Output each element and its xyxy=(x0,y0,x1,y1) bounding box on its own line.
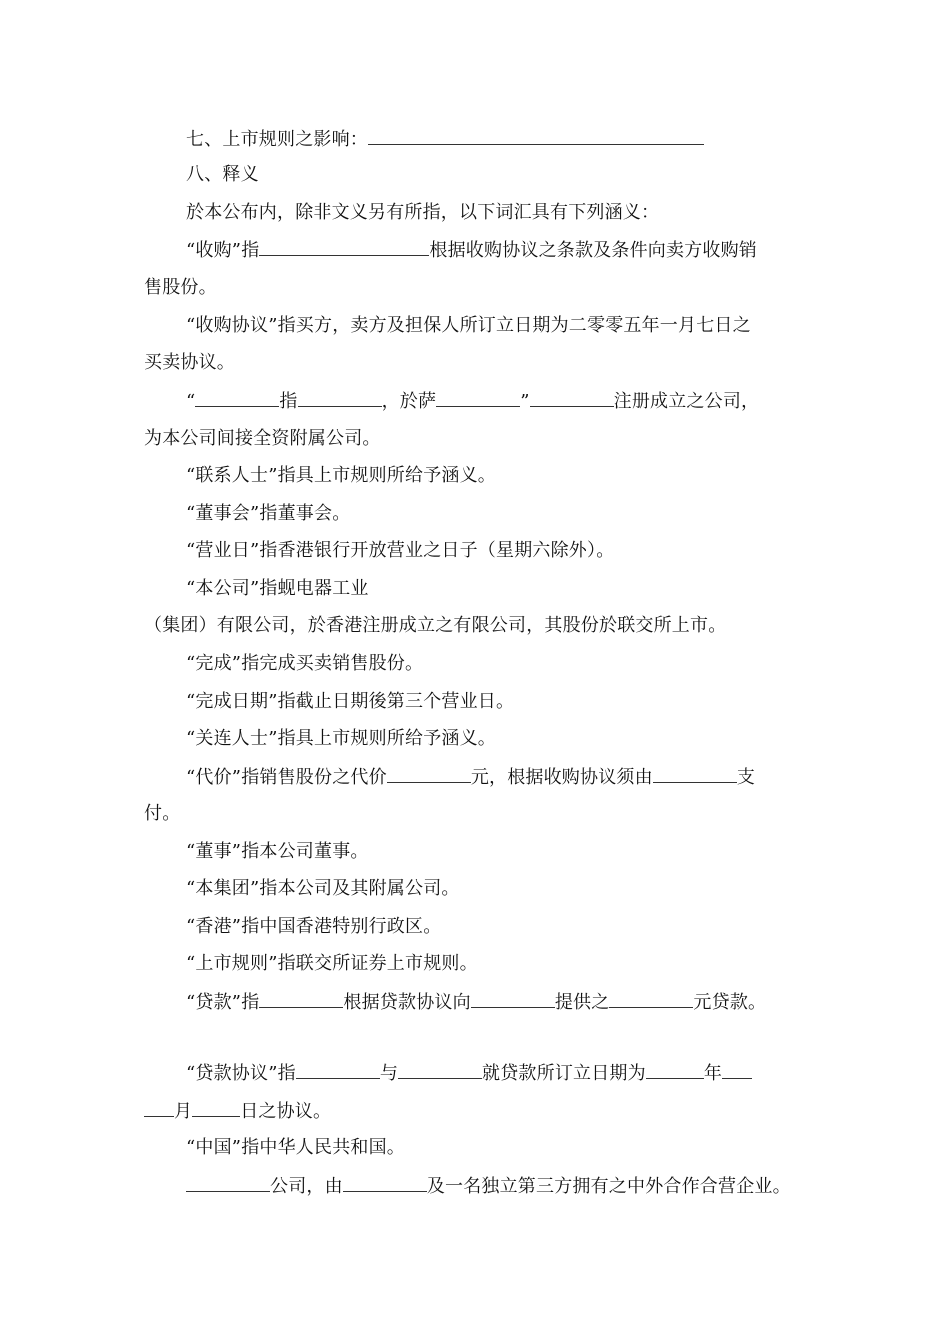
definition-text: 与 xyxy=(379,1063,399,1084)
blank-field xyxy=(296,1061,380,1079)
blank-field xyxy=(436,389,520,407)
definition-loan xyxy=(186,990,766,1015)
definition-loan-agreement xyxy=(186,1061,752,1086)
definition-associate: “联系人士”指具上市规则所给予涵义。 xyxy=(186,465,497,486)
definition-text: 年 xyxy=(703,1063,723,1084)
section-7-heading: 七、上市规则之影响： xyxy=(186,129,368,150)
definition-text: 日之协议。 xyxy=(240,1101,332,1122)
definition-jv-company xyxy=(186,1174,791,1199)
blank-field xyxy=(343,1174,427,1192)
definition-text: 根据收购协议之条款及条件向卖方收购销 xyxy=(429,240,758,261)
definition-director: “董事”指本公司董事。 xyxy=(186,841,369,862)
definition-hong-kong: “香港”指中国香港特别行政区。 xyxy=(186,916,442,937)
definition-text: 元，根据收购协议须由 xyxy=(470,767,653,788)
definition-text: 月 xyxy=(174,1101,193,1122)
blank-field xyxy=(195,389,279,407)
definition-company-cont: （集团）有限公司，於香港注册成立之有限公司，其股份於联交所上市。 xyxy=(144,615,727,636)
term-text: “收购”指 xyxy=(186,240,260,261)
definition-completion-date: “完成日期”指截止日期後第三个营业日。 xyxy=(186,691,515,712)
definitions-intro: 於本公布内，除非文义另有所指，以下词汇具有下列涵义： xyxy=(186,202,660,223)
blank-field xyxy=(144,1099,174,1117)
definition-text: 根据贷款协议向 xyxy=(343,992,471,1013)
definition-company: “本公司”指蚬电器工业 xyxy=(186,578,369,599)
section-7-line xyxy=(186,127,704,152)
blank-field xyxy=(259,990,343,1008)
blank-field xyxy=(298,389,382,407)
definition-text: 就贷款所订立日期为 xyxy=(482,1063,646,1084)
definition-acquisition-agreement: “收购协议”指买方，卖方及担保人所订立日期为二零零五年一月七日之 xyxy=(186,315,751,336)
definition-text: “贷款”指 xyxy=(186,992,260,1013)
definition-target-company-cont: 为本公司间接全资附属公司。 xyxy=(144,428,381,449)
blank-field xyxy=(646,1061,704,1079)
definition-text: 提供之 xyxy=(554,992,610,1013)
blank-field xyxy=(398,1061,482,1079)
definition-text: 元贷款。 xyxy=(693,992,767,1013)
definition-prc: “中国”指中华人民共和国。 xyxy=(186,1137,406,1158)
definition-target-company xyxy=(186,389,759,414)
definition-group: “本集团”指本公司及其附属公司。 xyxy=(186,878,460,899)
blank-field xyxy=(653,765,737,783)
quote-mark: ” xyxy=(520,391,530,412)
blank-field xyxy=(368,127,704,145)
definition-completion: “完成”指完成买卖销售股份。 xyxy=(186,653,424,674)
definition-acquisition-agreement-cont: 买卖协议。 xyxy=(144,352,235,373)
definition-text: 注册成立之公司， xyxy=(613,391,760,412)
blank-field xyxy=(259,238,429,256)
definition-text: 及一名独立第三方拥有之中外合作合营企业。 xyxy=(426,1176,791,1197)
blank-field xyxy=(609,990,693,1008)
definition-acquisition-cont: 售股份。 xyxy=(144,277,217,298)
section-8-heading: 八、释义 xyxy=(186,164,259,185)
blank-field xyxy=(192,1099,240,1117)
definition-text: 指 xyxy=(279,391,298,412)
definition-text: “贷款协议”指 xyxy=(186,1063,296,1084)
blank-field xyxy=(471,990,555,1008)
definition-text: 支 xyxy=(736,767,756,788)
definition-text: “代价”指销售股份之代价 xyxy=(186,767,387,788)
blank-field xyxy=(722,1061,752,1079)
definition-listing-rules: “上市规则”指联交所证券上市规则。 xyxy=(186,953,478,974)
definition-text: ，於萨 xyxy=(381,391,437,412)
blank-field xyxy=(186,1174,270,1192)
definition-acquisition xyxy=(186,238,757,263)
blank-field xyxy=(530,389,614,407)
definition-loan-agreement-cont xyxy=(144,1099,331,1124)
definition-board: “董事会”指董事会。 xyxy=(186,503,351,524)
definition-business-day: “营业日”指香港银行开放营业之日子（星期六除外）。 xyxy=(186,540,615,561)
definition-text: 公司，由 xyxy=(270,1176,343,1197)
blank-field xyxy=(387,765,471,783)
definition-connected-person: “关连人士”指具上市规则所给予涵义。 xyxy=(186,728,497,749)
definition-consideration-cont: 付。 xyxy=(144,803,181,824)
quote-mark: “ xyxy=(186,391,196,412)
definition-consideration xyxy=(186,765,755,790)
